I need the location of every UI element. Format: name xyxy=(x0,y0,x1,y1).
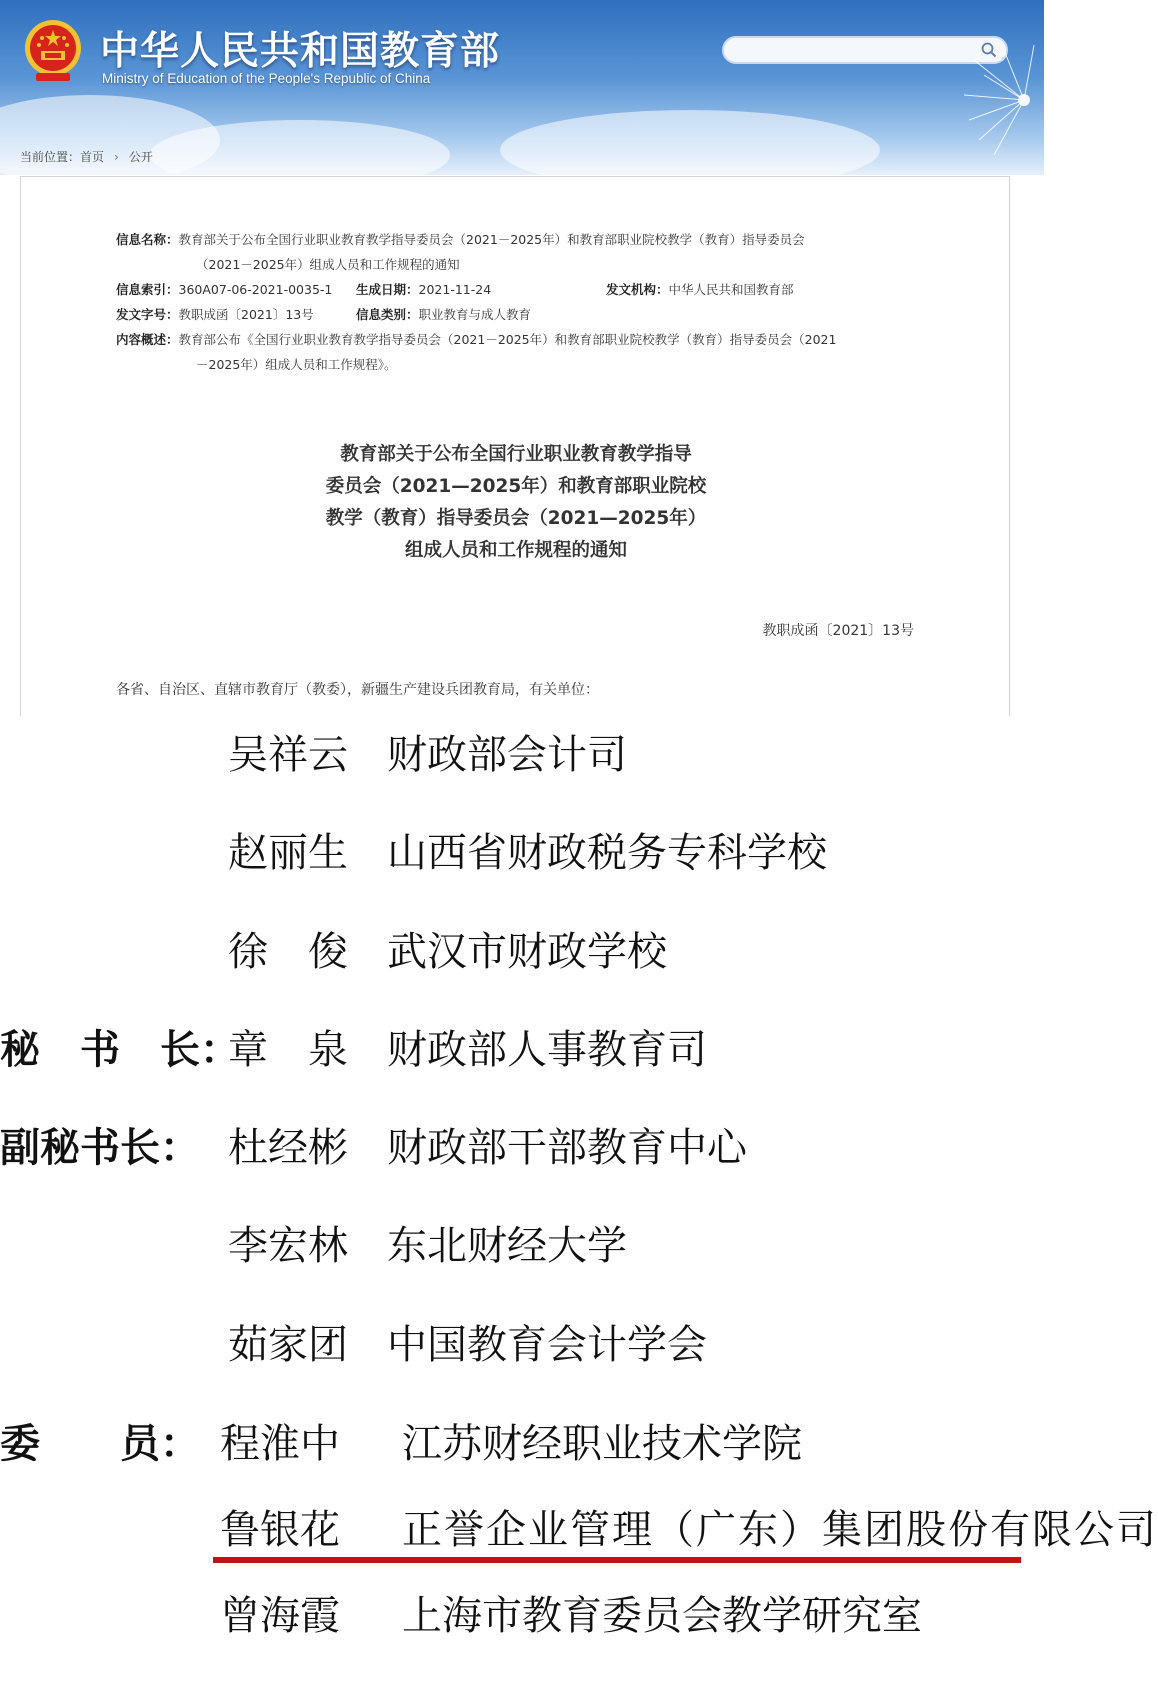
breadcrumb-home-link[interactable]: 首页 xyxy=(80,150,105,164)
summary-value-cont: －2025年）组成人员和工作规程》。 xyxy=(196,357,397,372)
document-number: 教职成函〔2021〕13号 xyxy=(762,623,914,639)
breadcrumb-prefix: 当前位置： xyxy=(20,150,81,164)
dandelion-decoration-icon xyxy=(934,40,1044,160)
member-row xyxy=(0,723,1044,803)
member-row xyxy=(0,1584,1044,1664)
date-label: 生成日期： xyxy=(356,282,419,297)
doc-number-value: 教职成函〔2021〕13号 xyxy=(178,307,314,322)
member-unit: 中国教育会计学会 xyxy=(387,1322,707,1368)
member-name: 茹家团 xyxy=(228,1322,348,1368)
member-unit: 江苏财经职业技术学院 xyxy=(402,1421,802,1467)
member-name: 赵丽生 xyxy=(228,830,348,876)
member-name: 章 泉 xyxy=(228,1027,348,1073)
category-value: 职业教育与成人教育 xyxy=(418,307,532,322)
breadcrumb-current[interactable]: 公开 xyxy=(128,150,153,164)
member-name: 徐 俊 xyxy=(228,929,348,975)
issuer-value: 中华人民共和国教育部 xyxy=(668,282,794,297)
member-name: 杜经彬 xyxy=(228,1125,348,1171)
member-unit: 财政部人事教育司 xyxy=(387,1027,707,1073)
summary-value: 教育部公布《全国行业职业教育教学指导委员会（2021－2025年）和教育部职业院校教学（教育）指导委员会（2021 xyxy=(178,332,837,347)
member-role: 委 员： xyxy=(0,1420,200,1467)
site-subtitle: Ministry of Education of the People's Republic of China xyxy=(102,71,431,86)
member-row xyxy=(0,920,1044,1000)
category-label: 信息类别： xyxy=(356,307,419,322)
member-row-highlighted xyxy=(0,1498,1158,1578)
member-unit: 武汉市财政学校 xyxy=(387,929,667,975)
member-name: 李宏林 xyxy=(228,1223,348,1269)
salutation: 各省、自治区、直辖市教育厅（教委），新疆生产建设兵团教育局，有关单位： xyxy=(116,682,599,698)
member-role: 秘 书 长： xyxy=(0,1026,240,1073)
breadcrumb xyxy=(20,148,153,165)
document-title-line: 组成人员和工作规程的通知 xyxy=(404,540,627,561)
site-title[interactable]: 中华人民共和国教育部 xyxy=(100,29,501,74)
member-row xyxy=(0,1214,1044,1294)
info-index-value: 360A07-06-2021-0035-1 xyxy=(178,282,333,297)
member-role: 副秘书长： xyxy=(0,1124,200,1171)
member-unit: 财政部会计司 xyxy=(387,732,627,778)
member-row xyxy=(0,1018,1044,1098)
member-unit: 上海市教育委员会教学研究室 xyxy=(402,1593,922,1639)
site-header xyxy=(0,0,1044,175)
member-name: 曾海霞 xyxy=(220,1593,340,1639)
document-title-line: 教学（教育）指导委员会（2021—2025年） xyxy=(325,508,707,529)
member-row xyxy=(0,1116,1044,1196)
doc-number-label: 发文字号： xyxy=(116,307,179,322)
member-name: 程淮中 xyxy=(220,1421,340,1467)
member-unit: 东北财经大学 xyxy=(387,1223,627,1269)
info-index-label: 信息索引： xyxy=(116,282,179,297)
member-row xyxy=(0,821,1044,901)
member-unit: 财政部干部教育中心 xyxy=(387,1125,747,1171)
member-row xyxy=(0,1313,1044,1393)
national-emblem-icon[interactable] xyxy=(22,18,84,84)
info-metadata xyxy=(116,227,936,377)
info-name-label: 信息名称： xyxy=(116,232,179,247)
summary-label: 内容概述： xyxy=(116,332,179,347)
highlight-underline xyxy=(213,1557,1021,1563)
chevron-right-icon: › xyxy=(114,150,119,164)
member-name: 鲁银花 xyxy=(220,1507,340,1553)
document-title xyxy=(21,439,1011,567)
member-list-scan xyxy=(0,716,1158,1697)
date-value: 2021-11-24 xyxy=(418,282,492,297)
info-name-value: 教育部关于公布全国行业职业教育教学指导委员会（2021－2025年）和教育部职业院校教学（教育）指导委员会 xyxy=(178,232,805,247)
document-title-line: 委员会（2021—2025年）和教育部职业院校 xyxy=(325,476,707,497)
member-unit: 正誉企业管理（广东）集团股份有限公司 xyxy=(402,1507,1158,1553)
member-unit: 山西省财政税务专科学校 xyxy=(387,830,827,876)
issuer-label: 发文机构： xyxy=(606,282,669,297)
member-row xyxy=(0,1412,1044,1492)
member-name: 吴祥云 xyxy=(228,732,348,778)
document-title-line: 教育部关于公布全国行业职业教育教学指导 xyxy=(340,444,692,465)
info-name-value-cont: （2021－2025年）组成人员和工作规程的通知 xyxy=(196,257,460,272)
content-panel xyxy=(20,176,1010,716)
